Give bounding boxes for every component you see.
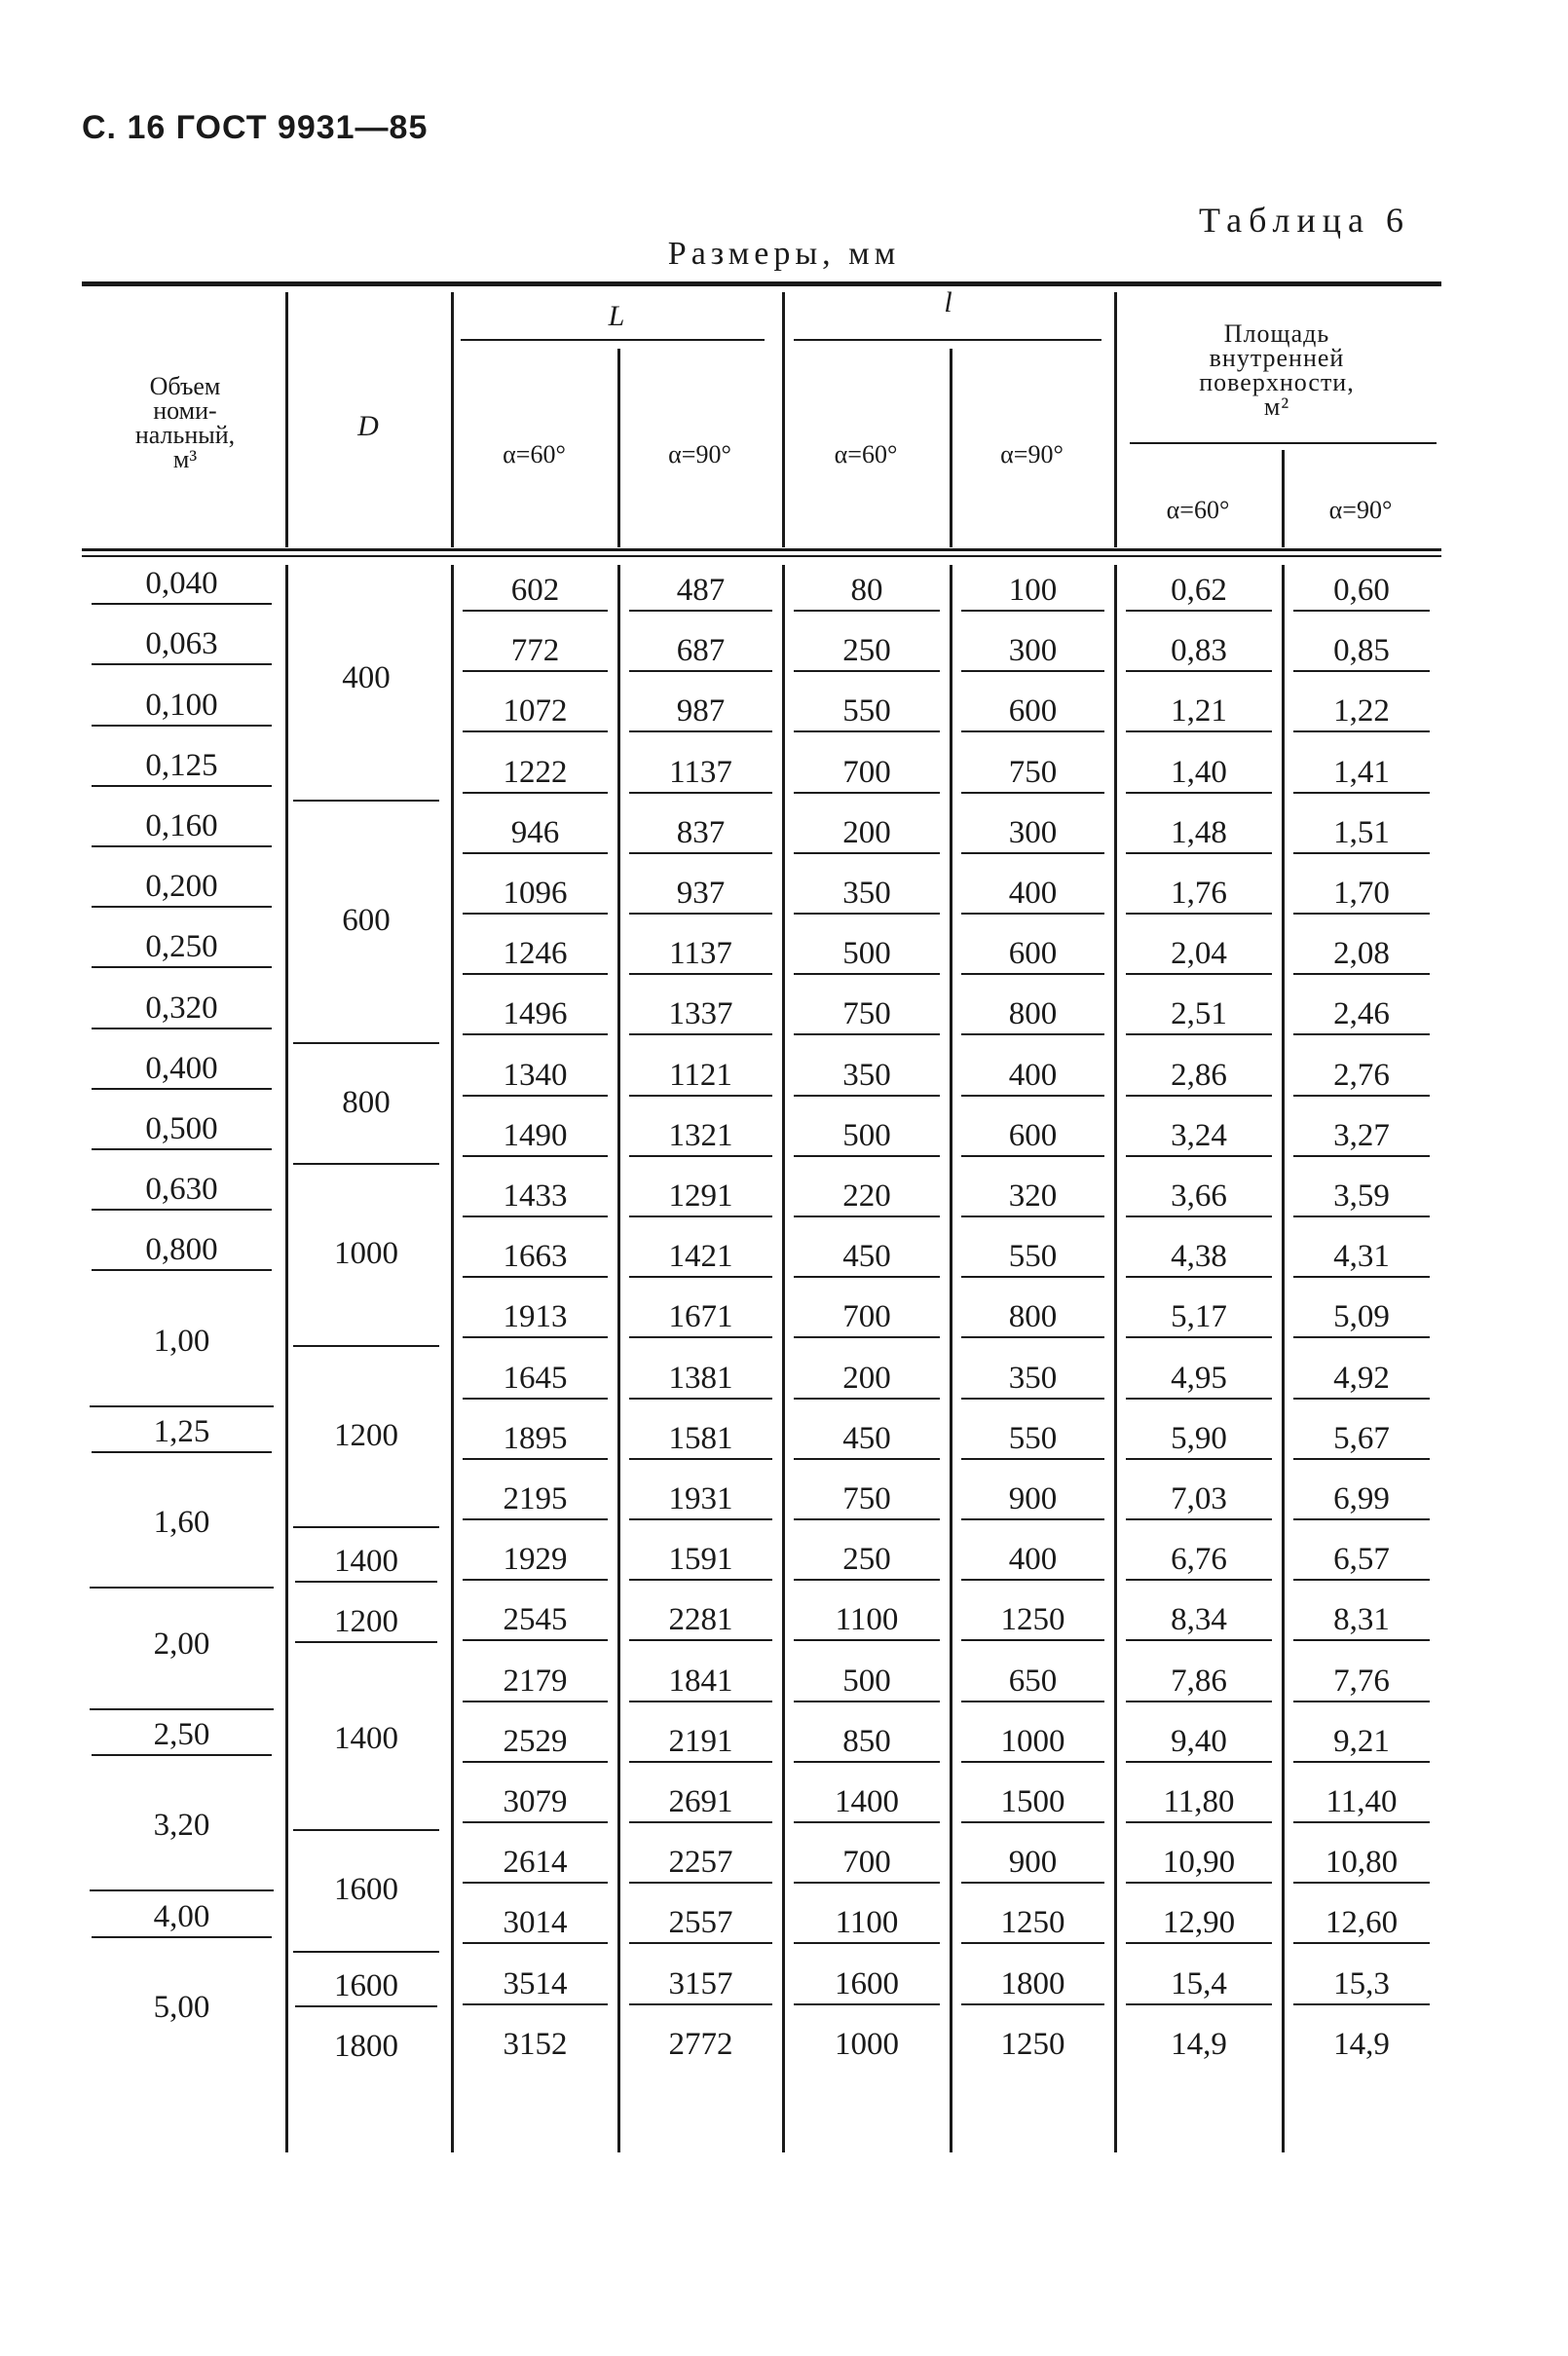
header-bottom-rule-2 xyxy=(82,555,1441,557)
cell-area-60: 0,83 xyxy=(1126,631,1272,672)
cell-l-90: 1800 xyxy=(961,1964,1104,2005)
cell-area-60: 8,34 xyxy=(1126,1600,1272,1641)
cell-l-60: 350 xyxy=(794,1056,940,1097)
cell-l-60: 200 xyxy=(794,813,940,854)
body-divider xyxy=(285,565,288,2152)
cell-l-60: 1600 xyxy=(794,1964,940,2005)
cell-area-60: 5,17 xyxy=(1126,1297,1272,1338)
cell-L-60: 3079 xyxy=(463,1782,608,1823)
cell-l-90: 600 xyxy=(961,692,1104,732)
cell-area-90: 11,40 xyxy=(1293,1782,1430,1823)
body-subdivider xyxy=(1282,565,1285,2152)
cell-area-90: 2,46 xyxy=(1293,994,1430,1035)
cell-L-90: 1581 xyxy=(629,1419,772,1460)
diameter-cell: 1400 xyxy=(295,1542,437,1583)
cell-l-90: 1250 xyxy=(961,1600,1104,1641)
cell-L-60: 1663 xyxy=(463,1237,608,1278)
cell-L-60: 2195 xyxy=(463,1479,608,1520)
cell-L-90: 2191 xyxy=(629,1722,772,1763)
volume-group-rule xyxy=(90,1587,274,1589)
body-divider xyxy=(451,565,454,2152)
cell-area-60: 11,80 xyxy=(1126,1782,1272,1823)
area-group-rule xyxy=(1130,442,1437,444)
table-top-rule xyxy=(82,281,1441,286)
cell-L-90: 987 xyxy=(629,692,772,732)
volume-cell: 0,063 xyxy=(92,624,272,665)
cell-l-60: 450 xyxy=(794,1419,940,1460)
cell-area-90: 3,59 xyxy=(1293,1177,1430,1217)
cell-area-90: 2,08 xyxy=(1293,934,1430,975)
l-group-rule xyxy=(794,339,1101,341)
cell-L-60: 1645 xyxy=(463,1359,608,1400)
cell-L-90: 2257 xyxy=(629,1843,772,1884)
cell-L-60: 3014 xyxy=(463,1903,608,1944)
column-header-L: L xyxy=(608,300,625,332)
volume-cell: 3,20 xyxy=(153,1808,210,1844)
volume-cell: 0,040 xyxy=(92,564,272,605)
cell-L-90: 1321 xyxy=(629,1116,772,1157)
cell-area-90: 15,3 xyxy=(1293,1964,1430,2005)
cell-L-90: 3157 xyxy=(629,1964,772,2005)
volume-cell: 5,00 xyxy=(153,1989,210,2025)
cell-l-90: 400 xyxy=(961,1056,1104,1097)
cell-l-90: 320 xyxy=(961,1177,1104,1217)
cell-area-60: 0,62 xyxy=(1126,571,1272,612)
cell-l-60: 200 xyxy=(794,1359,940,1400)
volume-group-rule xyxy=(90,1708,274,1710)
cell-L-60: 1913 xyxy=(463,1297,608,1338)
cell-l-90: 400 xyxy=(961,1540,1104,1581)
diameter-group-rule xyxy=(293,800,439,802)
cell-L-90: 687 xyxy=(629,631,772,672)
cell-L-90: 2691 xyxy=(629,1782,772,1823)
cell-L-90: 1121 xyxy=(629,1056,772,1097)
column-header-l: l xyxy=(944,286,952,318)
page-header: С. 16 ГОСТ 9931—85 xyxy=(82,109,429,146)
cell-l-60: 450 xyxy=(794,1237,940,1278)
body-divider xyxy=(1114,565,1117,2152)
cell-l-90: 1250 xyxy=(1000,2026,1065,2062)
cell-area-90: 1,22 xyxy=(1293,692,1430,732)
cell-L-60: 1433 xyxy=(463,1177,608,1217)
cell-l-60: 750 xyxy=(794,1479,940,1520)
cell-L-60: 1096 xyxy=(463,874,608,915)
cell-L-60: 1496 xyxy=(463,994,608,1035)
column-header-l-90: α=90° xyxy=(1000,440,1064,468)
diameter-cell: 600 xyxy=(342,903,391,939)
cell-area-60: 2,86 xyxy=(1126,1056,1272,1097)
header-divider xyxy=(451,292,454,547)
L-group-rule xyxy=(461,339,765,341)
diameter-cell: 800 xyxy=(342,1084,391,1120)
diameter-group-rule xyxy=(293,1526,439,1528)
cell-L-90: 487 xyxy=(629,571,772,612)
cell-l-90: 1500 xyxy=(961,1782,1104,1823)
cell-L-90: 1137 xyxy=(629,753,772,794)
cell-area-90: 6,57 xyxy=(1293,1540,1430,1581)
cell-L-90: 1841 xyxy=(629,1662,772,1702)
diameter-cell: 1000 xyxy=(334,1236,398,1272)
volume-cell: 0,500 xyxy=(92,1109,272,1150)
cell-area-90: 3,27 xyxy=(1293,1116,1430,1157)
cell-l-90: 750 xyxy=(961,753,1104,794)
diameter-cell: 1400 xyxy=(334,1720,398,1756)
cell-area-90: 2,76 xyxy=(1293,1056,1430,1097)
cell-area-90: 6,99 xyxy=(1293,1479,1430,1520)
volume-cell: 2,50 xyxy=(92,1715,272,1756)
cell-l-90: 1000 xyxy=(961,1722,1104,1763)
volume-cell: 0,200 xyxy=(92,867,272,908)
cell-l-90: 650 xyxy=(961,1662,1104,1702)
cell-l-90: 300 xyxy=(961,813,1104,854)
cell-area-90: 7,76 xyxy=(1293,1662,1430,1702)
cell-area-90: 0,85 xyxy=(1293,631,1430,672)
volume-cell: 1,60 xyxy=(153,1505,210,1541)
cell-area-60: 1,21 xyxy=(1126,692,1272,732)
cell-area-90: 1,51 xyxy=(1293,813,1430,854)
cell-l-60: 850 xyxy=(794,1722,940,1763)
diameter-group-rule xyxy=(293,1042,439,1044)
cell-area-60: 1,76 xyxy=(1126,874,1272,915)
cell-l-60: 1100 xyxy=(794,1903,940,1944)
column-header-L-60: α=60° xyxy=(503,440,566,468)
cell-l-90: 550 xyxy=(961,1237,1104,1278)
cell-area-90: 4,92 xyxy=(1293,1359,1430,1400)
column-header-area: Площадь внутренней поверхности, м² xyxy=(1199,319,1355,421)
table-number: Таблица 6 xyxy=(1199,201,1410,240)
cell-l-60: 700 xyxy=(794,1843,940,1884)
cell-L-90: 1671 xyxy=(629,1297,772,1338)
cell-l-90: 900 xyxy=(961,1479,1104,1520)
cell-l-90: 100 xyxy=(961,571,1104,612)
cell-area-90: 8,31 xyxy=(1293,1600,1430,1641)
cell-L-60: 1246 xyxy=(463,934,608,975)
volume-cell: 4,00 xyxy=(92,1897,272,1938)
cell-l-90: 600 xyxy=(961,934,1104,975)
cell-area-60: 6,76 xyxy=(1126,1540,1272,1581)
volume-cell: 0,400 xyxy=(92,1049,272,1090)
volume-cell: 0,125 xyxy=(92,746,272,787)
diameter-group-rule xyxy=(293,1829,439,1831)
cell-area-60: 12,90 xyxy=(1126,1903,1272,1944)
cell-area-60: 4,38 xyxy=(1126,1237,1272,1278)
cell-l-90: 800 xyxy=(961,994,1104,1035)
cell-l-60: 550 xyxy=(794,692,940,732)
cell-L-60: 1490 xyxy=(463,1116,608,1157)
cell-L-60: 602 xyxy=(463,571,608,612)
cell-L-60: 1895 xyxy=(463,1419,608,1460)
diameter-group-rule xyxy=(293,1163,439,1165)
table-caption: Размеры, мм xyxy=(667,236,901,272)
cell-l-60: 750 xyxy=(794,994,940,1035)
cell-area-90: 5,09 xyxy=(1293,1297,1430,1338)
volume-cell: 0,800 xyxy=(92,1230,272,1271)
volume-cell: 0,250 xyxy=(92,927,272,968)
cell-L-60: 2529 xyxy=(463,1722,608,1763)
cell-L-60: 3514 xyxy=(463,1964,608,2005)
column-header-area-60: α=60° xyxy=(1166,496,1230,524)
cell-l-90: 550 xyxy=(961,1419,1104,1460)
cell-L-60: 772 xyxy=(463,631,608,672)
cell-area-60: 5,90 xyxy=(1126,1419,1272,1460)
body-subdivider xyxy=(617,565,620,2152)
body-subdivider xyxy=(950,565,952,2152)
cell-area-60: 14,9 xyxy=(1171,2026,1227,2062)
diameter-cell: 1200 xyxy=(334,1417,398,1453)
cell-l-60: 80 xyxy=(794,571,940,612)
cell-area-90: 0,60 xyxy=(1293,571,1430,612)
cell-area-90: 1,41 xyxy=(1293,753,1430,794)
cell-l-60: 350 xyxy=(794,874,940,915)
cell-l-60: 250 xyxy=(794,631,940,672)
cell-L-90: 1381 xyxy=(629,1359,772,1400)
cell-L-90: 1337 xyxy=(629,994,772,1035)
cell-l-60: 500 xyxy=(794,1116,940,1157)
cell-l-90: 1250 xyxy=(961,1903,1104,1944)
cell-L-90: 2281 xyxy=(629,1600,772,1641)
cell-L-60: 2614 xyxy=(463,1843,608,1884)
cell-L-90: 2557 xyxy=(629,1903,772,1944)
cell-area-60: 7,86 xyxy=(1126,1662,1272,1702)
cell-area-60: 9,40 xyxy=(1126,1722,1272,1763)
header-divider xyxy=(782,292,785,547)
diameter-group-rule xyxy=(293,1345,439,1347)
cell-L-60: 1340 xyxy=(463,1056,608,1097)
cell-L-60: 2545 xyxy=(463,1600,608,1641)
cell-L-90: 1291 xyxy=(629,1177,772,1217)
cell-area-90: 5,67 xyxy=(1293,1419,1430,1460)
cell-area-60: 1,40 xyxy=(1126,753,1272,794)
cell-l-90: 600 xyxy=(961,1116,1104,1157)
cell-area-90: 9,21 xyxy=(1293,1722,1430,1763)
diameter-group-rule xyxy=(293,1951,439,1953)
cell-area-60: 4,95 xyxy=(1126,1359,1272,1400)
cell-l-60: 1400 xyxy=(794,1782,940,1823)
cell-l-90: 350 xyxy=(961,1359,1104,1400)
volume-cell: 0,630 xyxy=(92,1170,272,1211)
cell-area-60: 15,4 xyxy=(1126,1964,1272,2005)
column-header-L-90: α=90° xyxy=(668,440,731,468)
cell-area-60: 3,66 xyxy=(1126,1177,1272,1217)
cell-l-60: 250 xyxy=(794,1540,940,1581)
cell-area-90: 12,60 xyxy=(1293,1903,1430,1944)
volume-cell: 2,00 xyxy=(153,1626,210,1662)
cell-area-90: 1,70 xyxy=(1293,874,1430,915)
cell-l-90: 400 xyxy=(961,874,1104,915)
volume-group-rule xyxy=(90,1405,274,1407)
cell-L-60: 1072 xyxy=(463,692,608,732)
cell-L-90: 2772 xyxy=(668,2026,733,2062)
cell-l-60: 700 xyxy=(794,1297,940,1338)
cell-area-60: 2,51 xyxy=(1126,994,1272,1035)
cell-area-90: 10,80 xyxy=(1293,1843,1430,1884)
cell-L-60: 3152 xyxy=(503,2026,568,2062)
cell-l-60: 1000 xyxy=(835,2026,899,2062)
cell-area-60: 1,48 xyxy=(1126,813,1272,854)
diameter-cell: 1600 xyxy=(334,1872,398,1908)
cell-l-60: 500 xyxy=(794,934,940,975)
cell-area-60: 3,24 xyxy=(1126,1116,1272,1157)
volume-group-rule xyxy=(90,1889,274,1891)
cell-L-60: 946 xyxy=(463,813,608,854)
cell-l-60: 500 xyxy=(794,1662,940,1702)
diameter-cell: 1600 xyxy=(295,1966,437,2007)
cell-area-60: 10,90 xyxy=(1126,1843,1272,1884)
volume-cell: 0,160 xyxy=(92,806,272,847)
column-header-volume: Объем номи- нальный, м³ xyxy=(134,372,236,473)
cell-L-60: 1222 xyxy=(463,753,608,794)
cell-l-90: 800 xyxy=(961,1297,1104,1338)
cell-l-60: 220 xyxy=(794,1177,940,1217)
cell-area-90: 14,9 xyxy=(1333,2026,1390,2062)
cell-area-60: 7,03 xyxy=(1126,1479,1272,1520)
cell-L-90: 1931 xyxy=(629,1479,772,1520)
cell-area-60: 2,04 xyxy=(1126,934,1272,975)
volume-cell: 1,25 xyxy=(92,1412,272,1453)
cell-L-60: 1929 xyxy=(463,1540,608,1581)
volume-cell: 1,00 xyxy=(153,1323,210,1359)
cell-l-90: 900 xyxy=(961,1843,1104,1884)
diameter-cell: 1200 xyxy=(295,1602,437,1643)
volume-cell: 0,100 xyxy=(92,686,272,727)
column-header-D: D xyxy=(357,410,379,442)
cell-l-60: 1100 xyxy=(794,1600,940,1641)
cell-l-90: 300 xyxy=(961,631,1104,672)
cell-L-90: 937 xyxy=(629,874,772,915)
diameter-cell: 1800 xyxy=(334,2028,398,2064)
cell-L-90: 1421 xyxy=(629,1237,772,1278)
cell-L-90: 1137 xyxy=(629,934,772,975)
cell-area-90: 4,31 xyxy=(1293,1237,1430,1278)
cell-L-60: 2179 xyxy=(463,1662,608,1702)
volume-cell: 0,320 xyxy=(92,989,272,1029)
column-header-l-60: α=60° xyxy=(834,440,898,468)
cell-L-90: 1591 xyxy=(629,1540,772,1581)
cell-L-90: 837 xyxy=(629,813,772,854)
body-divider xyxy=(782,565,785,2152)
diameter-cell: 400 xyxy=(342,660,391,696)
column-header-area-90: α=90° xyxy=(1328,496,1393,524)
header-bottom-rule xyxy=(82,548,1441,551)
cell-l-60: 700 xyxy=(794,753,940,794)
